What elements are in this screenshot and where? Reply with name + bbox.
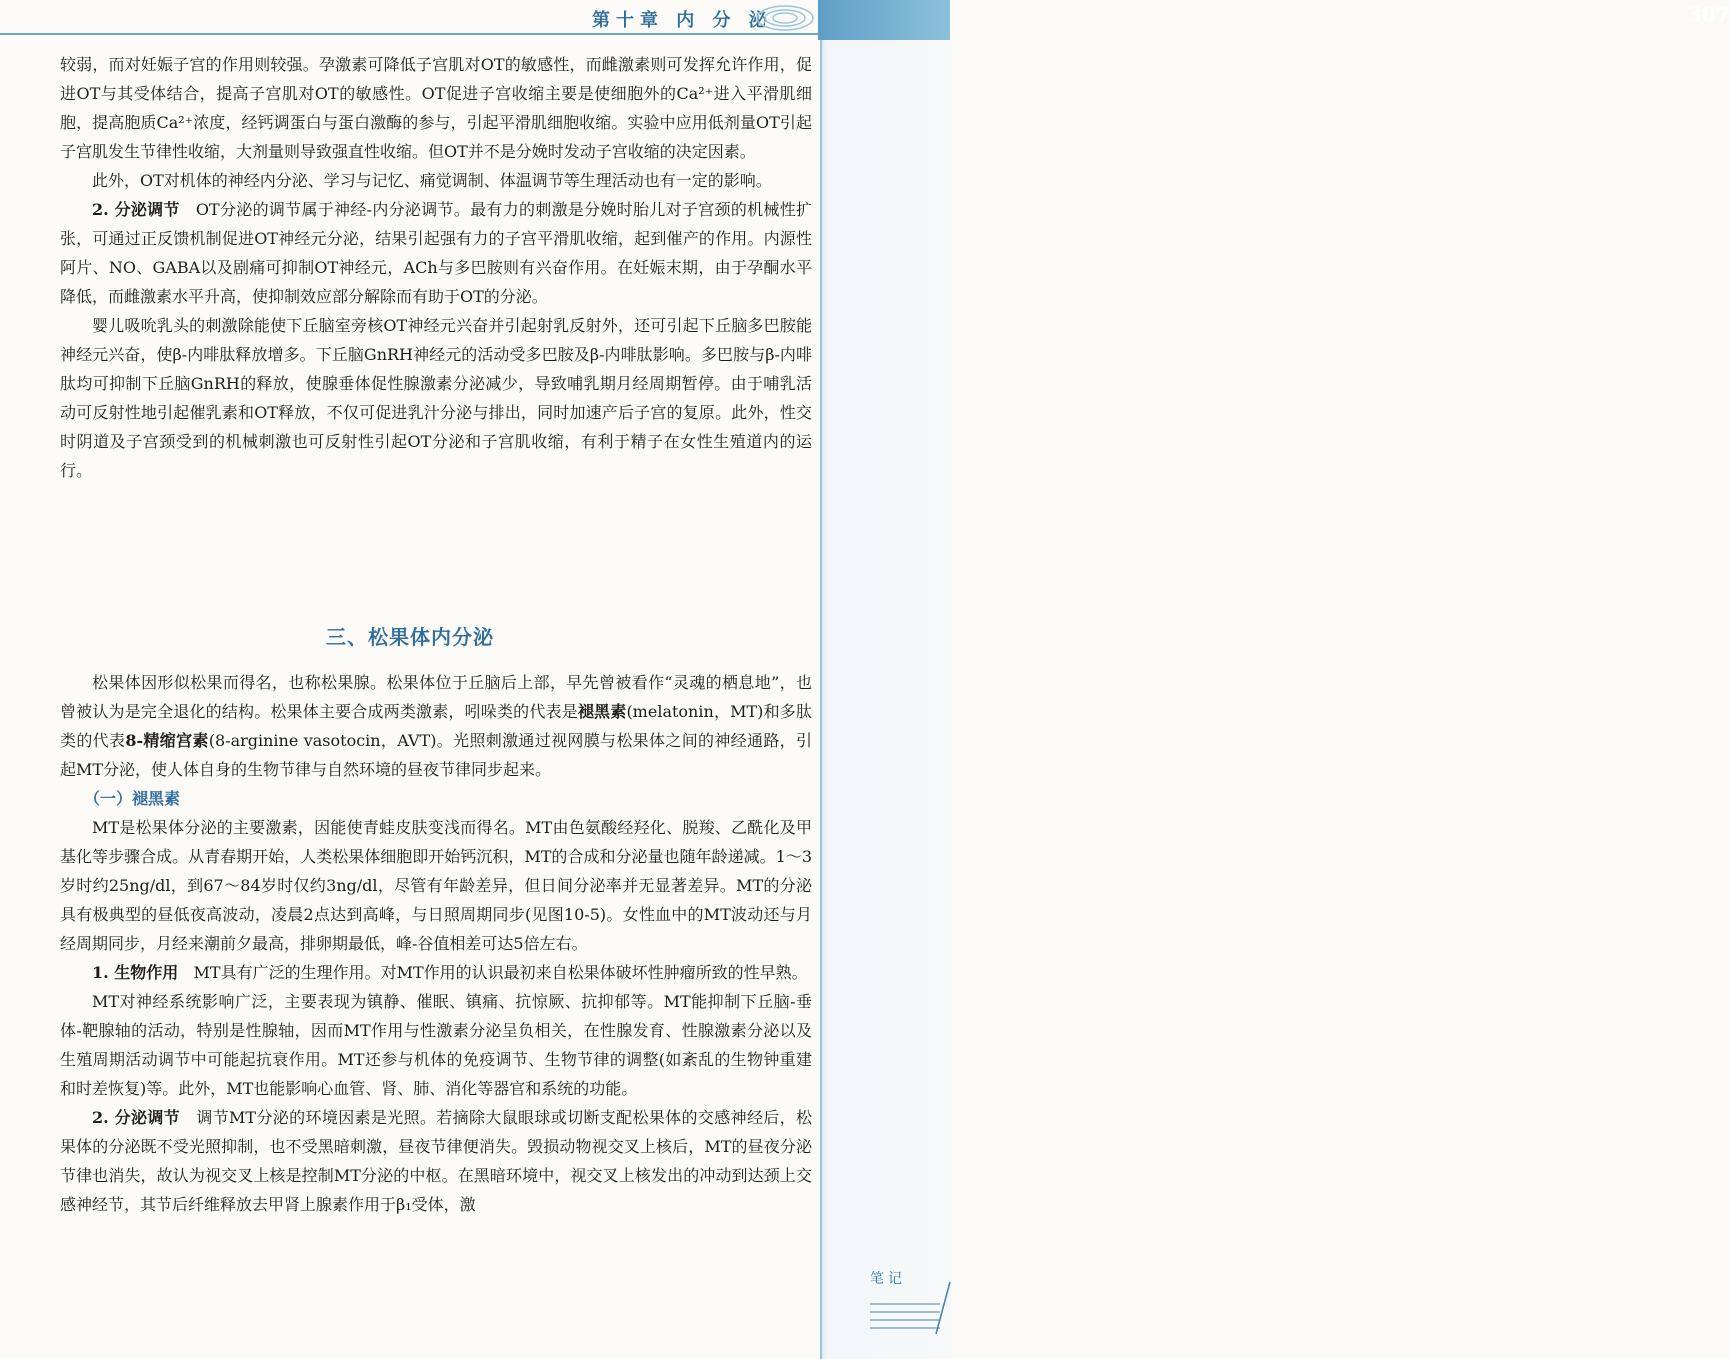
paragraph: 婴儿吸吮乳头的刺激除能使下丘脑室旁核OT神经元兴奋并引起射乳反射外，还可引起下丘脑多巴胺能神经元兴奋，使β-内啡肽释放增多。下丘脑GnRH神经元的活动受多巴胺及β-内啡肽影响。多巴胺与β-内啡肽均可抑制下丘脑GnRH的释放，使腺垂体促性腺激素分泌减少，导致哺乳期月经周期暂停。由于哺乳活动可反射性地引起催乳素和OT释放，不仅可促进乳汁分泌与排出，同时加速产后子宫的复原。此外，性交时阴道及子宫颈受到的机械刺激也可反射性引起OT分泌和子宫肌收缩，有利于精子在女性生殖道内的运行。: [60, 316, 812, 480]
mt-regulation-heading: 2. 分泌调节: [92, 1108, 181, 1127]
notes-label: 笔记: [870, 1271, 906, 1287]
paragraph: [60, 1103, 812, 1219]
paragraph: 此外，OT对机体的神经内分泌、学习与记忆、痛觉调制、体温调节等生理活动也有一定的影响。: [92, 171, 772, 190]
section-heading: 三、松果体内分泌: [326, 625, 494, 649]
paragraph-text: 调节MT分泌的环境因素是光照。若摘除大鼠眼球或切断支配松果体的交感神经后，松果体的分泌既不受光照抑制，也不受黑暗刺激，昼夜节律便消失。毁损动物视交叉上核后，MT的昼夜分泌节律也消失，故认为视交叉上核是控制MT分泌的中枢。在黑暗环境中，视交叉上核发出的冲动到达颈上交感神经节，其节后纤维释放去甲肾上腺素作用于β₁受体，激: [60, 1108, 812, 1214]
body-text-pineal: [60, 668, 812, 1219]
header-rule: [0, 33, 820, 35]
paragraph: [60, 784, 812, 813]
oxytocin-regulation-heading: 2. 分泌调节: [92, 200, 180, 219]
margin-band: [820, 40, 952, 1359]
text-run: (8-arginine vasotocin，AVT)。光照刺激通过视网膜与松果体之间的神经通路，引起MT分泌，使人体自身的生物节律与自然环境的昼夜节律同步起来。: [60, 731, 812, 779]
body-text-top: [60, 50, 812, 485]
term-avt: 8-精缩宫素: [125, 731, 209, 750]
chapter-title: 第十章 内 分 泌: [592, 10, 773, 31]
text-run: 松果体因形似松果而得名，也称松果腺。松果体位于丘脑后上部，早先曾被看作“灵魂的栖息地”，也曾被认为是完全退化的结构。松果体主要合成两类激素，吲哚类的代表是: [60, 673, 812, 721]
paragraph: 较弱，而对妊娠子宫的作用则较强。孕激素可降低子宫肌对OT的敏感性，而雌激素则可发挥允许作用，促进OT与其受体结合，提高子宫肌对OT的敏感性。OT促进子宫收缩主要是使细胞外的Ca²⁺进入平滑肌细胞，提高胞质Ca²⁺浓度，经钙调蛋白与蛋白激酶的参与，引起平滑肌细胞收缩。实验中应用低剂量OT引起子宫肌发生节律性收缩，大剂量则导致强直性收缩。但OT并不是分娩时发动子宫收缩的决定因素。: [60, 55, 812, 161]
term-melatonin: 褪黑素: [577, 702, 627, 721]
paragraph: MT是松果体分泌的主要激素，因能使青蛙皮肤变浅而得名。MT由色氨酸经羟化、脱羧、乙酰化及甲基化等步骤合成。从青春期开始，人类松果体细胞即开始钙沉积，MT的合成和分泌量也随年龄递减。1～3岁时约25ng/dl，到67～84岁时仅约3ng/dl，尽管有年龄差异，但日间分泌率并无显著差异。MT的分泌具有极典型的昼低夜高波动，凌晨2点达到高峰，与日照周期同步(见图10-5)。女性血中的MT波动还与月经周期同步，月经来潮前夕最高，排卵期最低，峰-谷值相差可达5倍左右。: [60, 818, 812, 953]
paragraph-text: MT具有广泛的生理作用。对MT作用的认识最初来自松果体破坏性肿瘤所致的性早熟。: [193, 963, 808, 982]
notes-area: [860, 1268, 950, 1338]
paragraph: [60, 195, 812, 311]
bio-action-heading: 1. 生物作用: [92, 963, 179, 982]
paragraph: MT对神经系统影响广泛，主要表现为镇静、催眠、镇痛、抗惊厥、抗抑郁等。MT能抑制下丘脑-垂体-靶腺轴的活动，特别是性腺轴，因而MT作用与性激素分泌呈负相关，在性腺发育、性腺激素分泌以及生殖周期活动调节中可能起抗衰作用。MT还参与机体的免疫调节、生物节律的调整(如紊乱的生物钟重建和时差恢复)等。此外，MT也能影响心血管、肾、肺、消化等器官和系统的功能。: [60, 992, 812, 1098]
page-number: 387: [1688, 2, 1730, 26]
page-header: [0, 0, 950, 34]
melatonin-subheading: （一）褪黑素: [84, 789, 181, 808]
page-number-tab: [818, 0, 1730, 40]
paragraph: [60, 958, 812, 987]
paragraph: [60, 668, 812, 784]
paragraph-text: OT分泌的调节属于神经-内分泌调节。最有力的刺激是分娩时胎儿对子宫颈的机械性扩张，可通过正反馈机制促进OT神经元分泌，结果引起强有力的子宫平滑肌收缩，起到催产的作用。内源性阿片、NO、GABA以及剧痛可抑制OT神经元，ACh与多巴胺则有兴奋作用。在妊娠末期，由于孕酮水平降低，而雌激素水平升高，使抑制效应部分解除而有助于OT的分泌。: [60, 200, 812, 306]
notes-lines-icon: [860, 1268, 950, 1338]
decorative-swirl-icon: [752, 0, 818, 36]
text-run: (melatonin，MT)和多肽类的代表: [60, 702, 812, 750]
